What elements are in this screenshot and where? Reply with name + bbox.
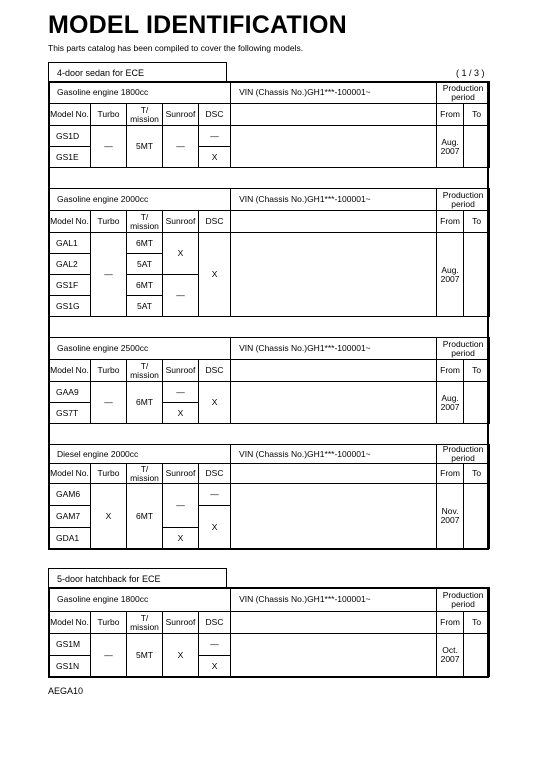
turbo-header: Turbo	[91, 211, 127, 233]
dsc-cell: —	[199, 126, 231, 147]
sunroof-cell: X	[163, 233, 199, 275]
dsc-cell: X	[199, 382, 231, 424]
engine-label: Gasoline engine 1800cc	[49, 588, 231, 612]
model-cell: GS1D	[49, 126, 91, 147]
sunroof-cell: —	[163, 484, 199, 528]
turbo-header: Turbo	[91, 360, 127, 382]
vin-label: VIN (Chassis No.)GH1***-100001~	[231, 338, 437, 360]
page-title: MODEL IDENTIFICATION	[48, 11, 347, 39]
to-header: To	[464, 360, 490, 382]
turbo-header: Turbo	[91, 612, 127, 634]
production-period-header: Production period	[437, 189, 490, 211]
sunroof-cell: X	[163, 403, 199, 424]
engine-label: Gasoline engine 2000cc	[49, 189, 231, 211]
to-header: To	[464, 612, 490, 634]
sunroof-header: Sunroof	[163, 104, 199, 126]
to-cell	[464, 382, 490, 424]
from-header: From	[437, 612, 464, 634]
sunroof-cell: X	[163, 634, 199, 677]
sunroof-cell: —	[163, 275, 199, 317]
from-cell: Oct. 2007	[437, 634, 464, 677]
model-cell: GS1E	[49, 147, 91, 168]
section-gasoline-2000-sedan	[48, 188, 490, 338]
model-cell: GAL1	[49, 233, 91, 254]
t-mission-cell: 5MT	[127, 634, 163, 677]
turbo-header: Turbo	[91, 104, 127, 126]
vin-label: VIN (Chassis No.)GH1***-100001~	[231, 82, 437, 104]
dsc-header: DSC	[199, 612, 231, 634]
model-cell: GAM6	[49, 484, 91, 506]
dsc-cell: X	[199, 656, 231, 677]
from-cell: Aug. 2007	[437, 233, 464, 317]
t-mission-cell: 5AT	[127, 296, 163, 317]
model-cell: GS1M	[49, 634, 91, 656]
dsc-header: DSC	[199, 360, 231, 382]
model-no-header: Model No.	[49, 464, 91, 484]
dsc-header: DSC	[199, 211, 231, 233]
sunroof-cell: X	[163, 528, 199, 549]
section-gasoline-2500-sedan	[48, 337, 490, 445]
document-code: AEGA10	[48, 686, 84, 696]
production-period-header: Production period	[437, 588, 490, 612]
to-cell	[464, 484, 490, 549]
turbo-cell: X	[91, 484, 127, 549]
production-period-header: Production period	[437, 82, 490, 104]
to-cell	[464, 634, 490, 677]
section-diesel-2000-sedan	[48, 444, 490, 549]
dsc-header: DSC	[199, 104, 231, 126]
engine-label: Gasoline engine 2500cc	[49, 338, 231, 360]
turbo-header: Turbo	[91, 464, 127, 484]
vin-label: VIN (Chassis No.)GH1***-100001~	[231, 189, 437, 211]
sunroof-header: Sunroof	[163, 612, 199, 634]
from-header: From	[437, 360, 464, 382]
model-no-header: Model No.	[49, 104, 91, 126]
from-header: From	[437, 211, 464, 233]
intro-text: This parts catalog has been compiled to cover the following models.	[48, 43, 304, 53]
turbo-cell: —	[91, 382, 127, 424]
t-mission-header: T/ mission	[127, 612, 163, 634]
model-no-header: Model No.	[49, 360, 91, 382]
production-period-header: Production period	[437, 445, 490, 464]
vin-label: VIN (Chassis No.)GH1***-100001~	[231, 445, 437, 464]
to-cell	[464, 233, 490, 317]
group-label-sedan: 4-door sedan for ECE	[48, 62, 227, 82]
t-mission-header: T/ mission	[127, 211, 163, 233]
to-cell	[464, 126, 490, 168]
t-mission-header: T/ mission	[127, 104, 163, 126]
group-label-hatchback: 5-door hatchback for ECE	[48, 568, 227, 588]
engine-label: Diesel engine 2000cc	[49, 445, 231, 464]
section-gasoline-1800-hatchback	[48, 587, 490, 677]
to-header: To	[464, 104, 490, 126]
from-cell: Aug. 2007	[437, 382, 464, 424]
turbo-cell: —	[91, 233, 127, 317]
dsc-cell: X	[199, 233, 231, 317]
t-mission-cell: 5AT	[127, 254, 163, 275]
t-mission-header: T/ mission	[127, 464, 163, 484]
sunroof-cell: —	[163, 126, 199, 168]
model-cell: GDA1	[49, 528, 91, 549]
dsc-cell: X	[199, 147, 231, 168]
sunroof-header: Sunroof	[163, 360, 199, 382]
t-mission-header: T/ mission	[127, 360, 163, 382]
dsc-cell: —	[199, 484, 231, 506]
model-no-header: Model No.	[49, 211, 91, 233]
vin-label: VIN (Chassis No.)GH1***-100001~	[231, 588, 437, 612]
from-header: From	[437, 104, 464, 126]
page-indicator: ( 1 / 3 )	[456, 68, 485, 78]
section-gasoline-1800-sedan	[48, 81, 490, 189]
from-header: From	[437, 464, 464, 484]
sunroof-cell: —	[163, 382, 199, 403]
model-cell: GAL2	[49, 254, 91, 275]
t-mission-cell: 6MT	[127, 484, 163, 549]
dsc-cell: X	[199, 506, 231, 549]
t-mission-cell: 6MT	[127, 382, 163, 424]
model-no-header: Model No.	[49, 612, 91, 634]
t-mission-cell: 6MT	[127, 233, 163, 254]
production-period-header: Production period	[437, 338, 490, 360]
model-cell: GS1N	[49, 656, 91, 677]
model-cell: GS1G	[49, 296, 91, 317]
turbo-cell: —	[91, 634, 127, 677]
to-header: To	[464, 211, 490, 233]
turbo-cell: —	[91, 126, 127, 168]
dsc-header: DSC	[199, 464, 231, 484]
model-cell: GAM7	[49, 506, 91, 528]
to-header: To	[464, 464, 490, 484]
t-mission-cell: 6MT	[127, 275, 163, 296]
dsc-cell: —	[199, 634, 231, 656]
model-cell: GS1F	[49, 275, 91, 296]
sunroof-header: Sunroof	[163, 211, 199, 233]
model-cell: GAA9	[49, 382, 91, 403]
engine-label: Gasoline engine 1800cc	[49, 82, 231, 104]
sunroof-header: Sunroof	[163, 464, 199, 484]
t-mission-cell: 5MT	[127, 126, 163, 168]
from-cell: Aug. 2007	[437, 126, 464, 168]
model-cell: GS7T	[49, 403, 91, 424]
from-cell: Nov. 2007	[437, 484, 464, 549]
